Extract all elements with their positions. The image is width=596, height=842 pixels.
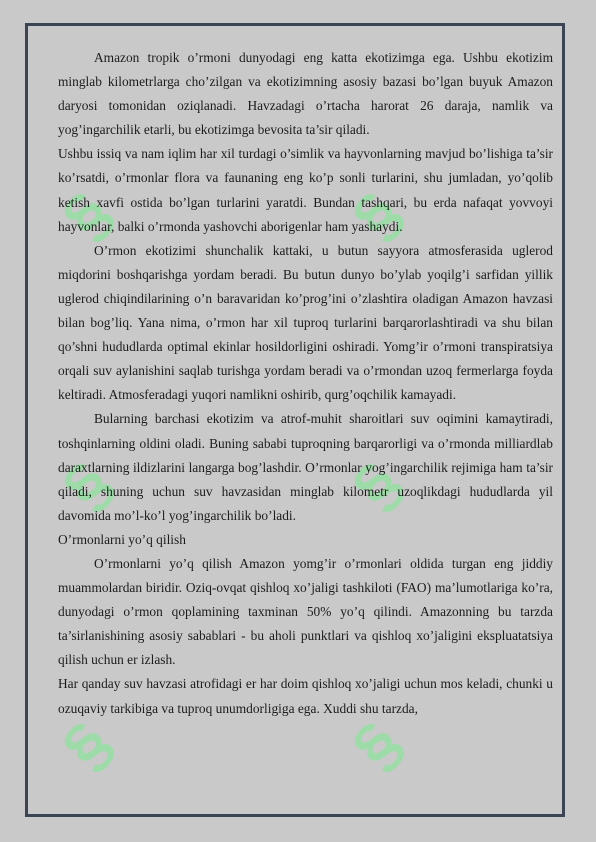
- paragraph: O’rmonlarni yo’q qilish Amazon yomg’ir o’rmonlari oldida turgan eng jiddiy muammolardan biridir. Oziq-ovqat qishloq xo’jaligi tashkiloti (FAO) ma’lumotlariga ko’ra, dunyodagi o’rmon qoplamining taxminan 50% yo’q qilindi. Amazonning bu tarzda ta’sirlanishining asosiy sabablari - bu aholi punktlari va qishloq xo’jaligini ekspluatatsiya qilish uchun er izlash.: [58, 555, 553, 668]
- paragraph: Har qanday suv havzasi atrofidagi er har doim qishloq xo’jaligi uchun mos keladi, chunki u ozuqaviy tarkibiga va tuproq unumdorligiga ega. Xuddi shu tarzda,: [58, 676, 553, 716]
- paragraph: Bularning barchasi ekotizim va atrof-muhit sharoitlari suv oqimini kamaytiradi, toshqinlarning oldini oladi. Buning sababi tuproqning barqarorligi va o’rmonda milliardlab daraxtlarning ildizlarini langarga bog’lashdir. O’rmonlar yog’ingarchilik rejimiga ham ta’sir qiladi, shuning uchun suv havzasidan minglab kilometr uzoqlikdagi hududlarda yil davomida mo’l-ko’l yog’ingarchilik bo’ladi.: [58, 411, 553, 523]
- watermark-mark: §: [337, 173, 420, 253]
- paragraph: Ushbu issiq va nam iqlim har xil turdagi o’simlik va hayvonlarning mavjud bo’lishiga ta’sir ko’rsatdi, o’rmonlar flora va faunaning eng ko’p sonli turlarini, shu jumladan, yo’qolib ketish xavfi ostida bo’lgan turlarini yaratdi. Bundan tashqari, bu erda nafaqat yovvoyi hayvonlar, balki o’rmonda yashovchi aborigenlar ham yashaydi.: [58, 146, 553, 234]
- watermark-mark: §: [337, 443, 420, 523]
- watermark-mark: §: [337, 703, 420, 783]
- paragraph: O’rmon ekotizimi shunchalik kattaki, u butun sayyora atmosferasida uglerod miqdorini boshqarishga yordam beradi. Bu butun dunyo bo’ylab yoqilg’i sarfidan yillik uglerod chiqindilarining o’n baravaridan ko’prog’ini o’zlashtira oladigan Amazon havzasi bilan bog’liq. Yana nima, o’rmon har xil tuproq turlarini barqarorlashtiradi va shu bilan qo’shni hududlarda optimal ekinlar hosildorligini oshiradi. Yomg’ir o’rmoni transpiratsiya orqali suv aylanishini saqlab turishga yordam beradi va o’rmondan uzoq fermerlarga foyda keltiradi. Atmosferadagi yuqori namlikni oshirib, qurg’oqchilik kamayadi.: [58, 242, 553, 403]
- watermark-mark: §: [47, 703, 130, 783]
- paragraph: Amazon tropik o’rmoni dunyodagi eng katta ekotizimga ega. Ushbu ekotizim minglab kilometrlarga cho’zilgan va ekotizimning asosiy bazasi bo’lgan buyuk Amazon daryosi tomonidan oziqlanadi. Havzadagi o’rtacha harorat 26 daraja, namlik va yog’ingarchilik etarli, bu ekotizimga bevosita ta’sir qiladi.: [58, 50, 553, 138]
- watermark-mark: §: [47, 443, 130, 523]
- section-heading: O’rmonlarni yo’q qilish: [58, 531, 186, 547]
- document-body: [58, 46, 553, 721]
- watermark-mark: §: [47, 173, 130, 253]
